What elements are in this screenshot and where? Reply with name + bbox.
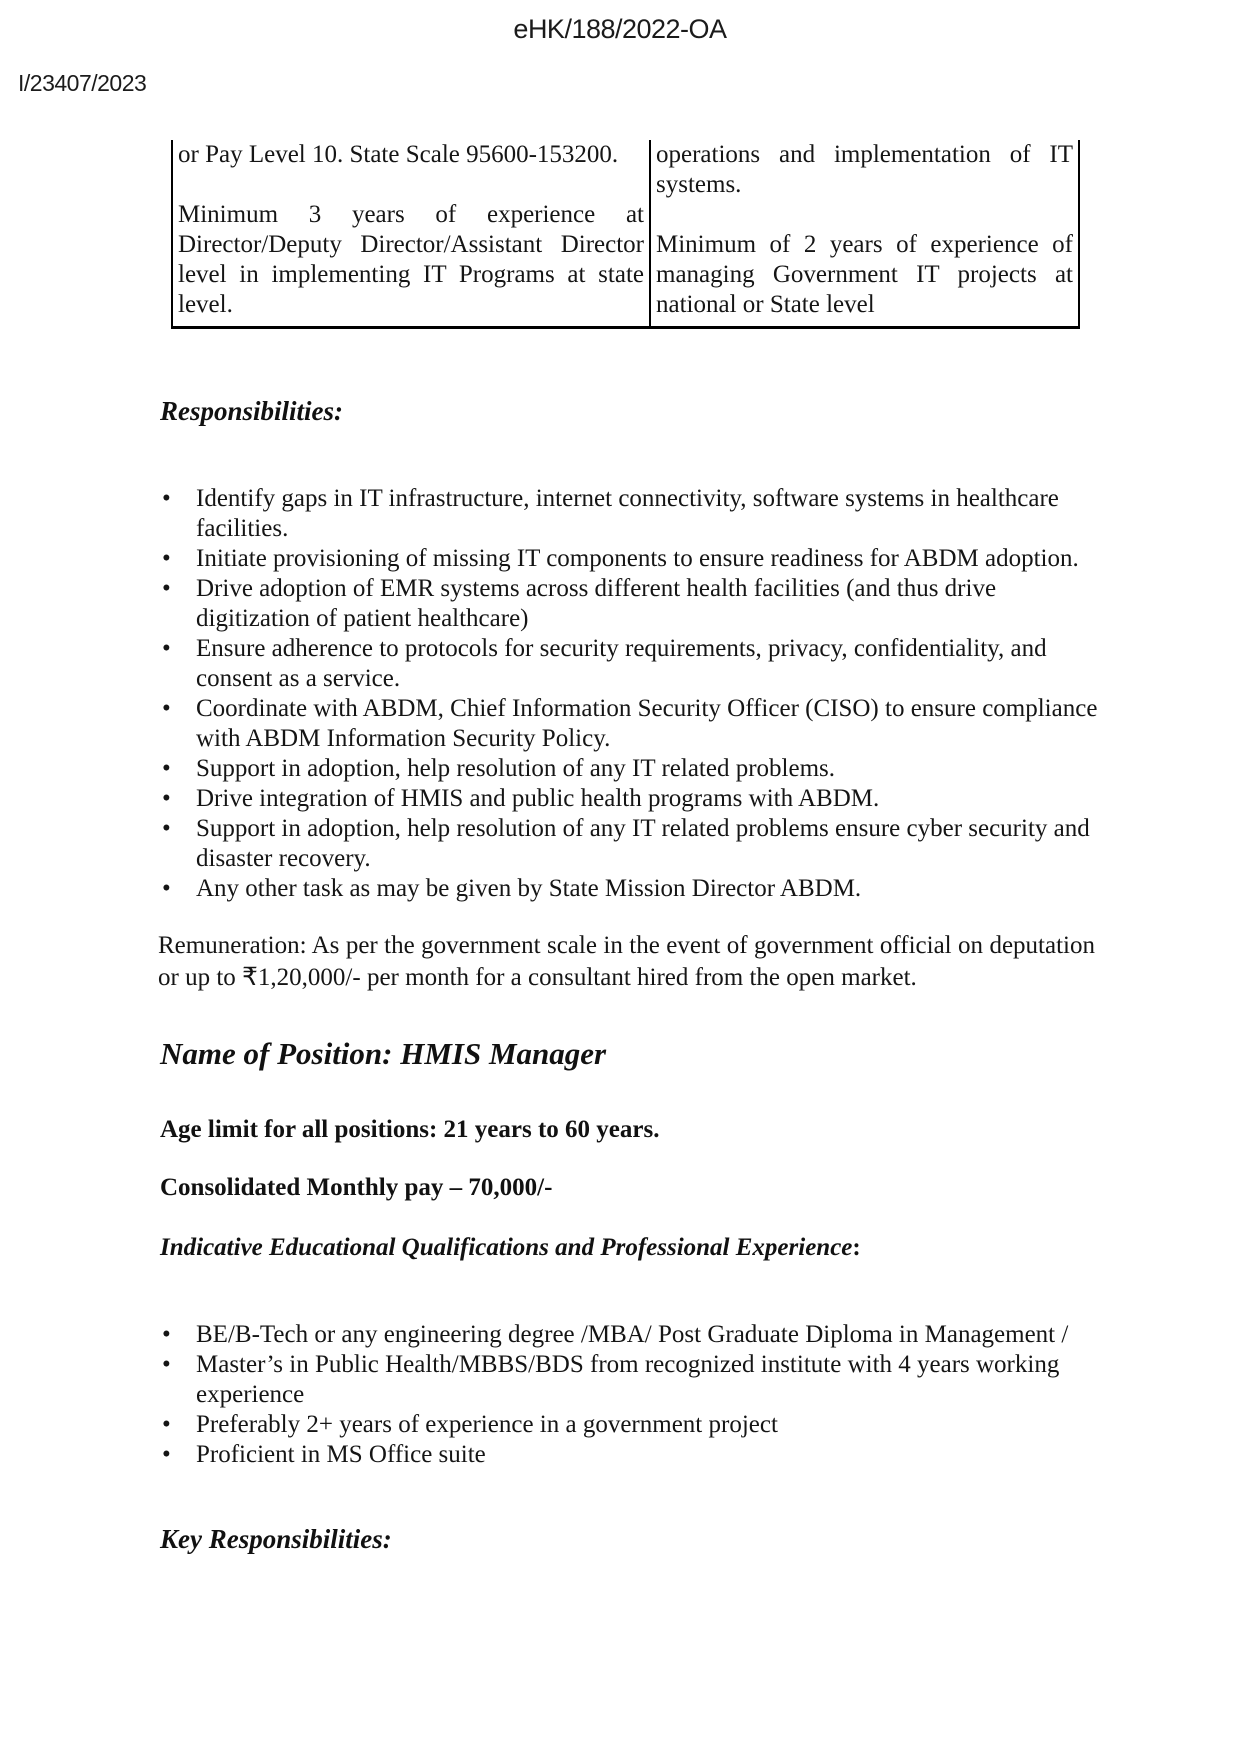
table-row — [172, 140, 1079, 328]
list-item: • Initiate provisioning of missing IT components to ensure readiness for ABDM adoption. — [160, 544, 1105, 574]
table-cell-paragraph: or Pay Level 10. State Scale 95600-153200. — [178, 141, 619, 168]
qualification-experience-table — [171, 140, 1080, 329]
remuneration-paragraph: Remuneration: As per the government scale in the event of government official on deputation or up to ₹1,20,000/- per month for a consultant hired from the open market. — [158, 932, 1095, 991]
list-item: • Ensure adherence to protocols for security requirements, privacy, confidentiality, and consent as a service. — [160, 634, 1105, 694]
qualifications-heading — [160, 1234, 861, 1262]
list-item: • Support in adoption, help resolution of any IT related problems. — [160, 754, 1105, 784]
list-item: • Preferably 2+ years of experience in a government project — [160, 1410, 1105, 1440]
position-name-heading: Name of Position: HMIS Manager — [160, 1036, 607, 1071]
qualifications-list — [160, 1320, 1105, 1470]
responsibilities-list — [160, 484, 1105, 904]
age-limit-line: Age limit for all positions: 21 years to 60 years. — [160, 1116, 660, 1143]
qualifications-heading-colon: : — [852, 1234, 861, 1261]
table-cell-paragraph: Minimum 3 years of experience at Director/Deputy Director/Assistant Director level in implementing IT Programs at state level. — [178, 201, 644, 318]
key-responsibilities-heading: Key Responsibilities: — [160, 1524, 392, 1554]
list-item: • Master’s in Public Health/MBBS/BDS from recognized institute with 4 years working experience — [160, 1350, 1105, 1410]
list-item: • Coordinate with ABDM, Chief Information Security Officer (CISO) to ensure compliance with ABDM Information Security Policy. — [160, 694, 1105, 754]
table-cell-experience — [650, 140, 1079, 328]
qualifications-heading-text: Indicative Educational Qualifications and Professional Experience — [160, 1234, 853, 1261]
table-cell-paragraph: Minimum of 2 years of experience of managing Government IT projects at national or State level — [656, 231, 1073, 318]
responsibilities-heading: Responsibilities: — [160, 396, 344, 426]
list-item: • Proficient in MS Office suite — [160, 1440, 1105, 1470]
list-item: • Support in adoption, help resolution of any IT related problems ensure cyber security and disaster recovery. — [160, 814, 1105, 874]
list-item: • Any other task as may be given by State Mission Director ABDM. — [160, 874, 1105, 904]
list-item: • Identify gaps in IT infrastructure, internet connectivity, software systems in healthcare facilities. — [160, 484, 1105, 544]
document-code: eHK/188/2022-OA — [513, 14, 727, 44]
table-cell-qualification — [172, 140, 650, 328]
list-item: • Drive integration of HMIS and public health programs with ABDM. — [160, 784, 1105, 814]
monthly-pay-line: Consolidated Monthly pay – 70,000/- — [160, 1174, 553, 1201]
list-item: • Drive adoption of EMR systems across different health facilities (and thus drive digitization of patient healthcare) — [160, 574, 1105, 634]
list-item: • BE/B-Tech or any engineering degree /MBA/ Post Graduate Diploma in Management / — [160, 1320, 1105, 1350]
file-number: I/23407/2023 — [18, 70, 147, 96]
table-cell-paragraph: operations and implementation of IT systems. — [656, 141, 1073, 198]
